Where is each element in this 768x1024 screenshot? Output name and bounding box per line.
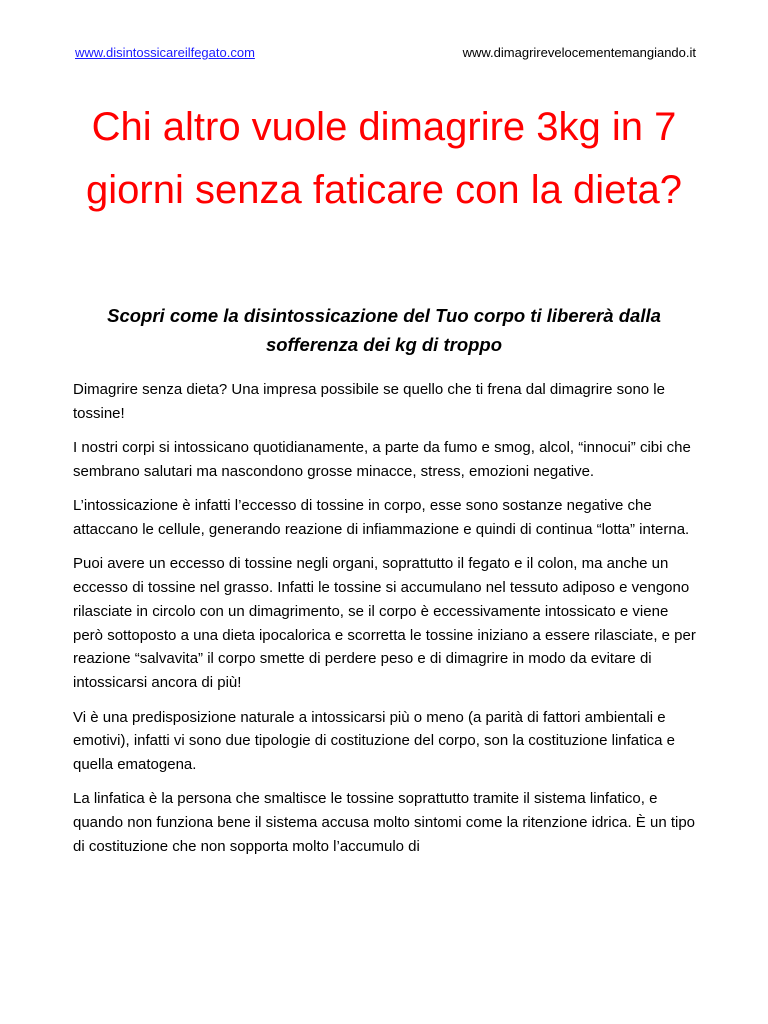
article-body: [73, 378, 698, 869]
header-website-link[interactable]: www.disintossicareilfegato.com: [75, 45, 255, 60]
page-header: [75, 45, 696, 65]
page-title: Chi altro vuole dimagrire 3kg in 7 giorni senza faticare con la dieta?: [86, 105, 682, 212]
paragraph: Puoi avere un eccesso di tossine negli organi, soprattutto il fegato e il colon, ma anche un eccesso di tossine nel grasso. Infatti le tossine si accumulano nel tessuto adiposo e vengono rilasciate in circolo con un dimagrimento, se il corpo è eccessivamente intossicato e viene però sottoposto a una dieta ipocalorica e scorretta le tossine iniziano a essere rilasciate, e per reazione “salvavita” il corpo smette di perdere peso e di dimagrire in modo da evitare di intossicarsi ancora di più!: [73, 555, 696, 692]
paragraph: La linfatica è la persona che smaltisce le tossine soprattutto tramite il sistema linfatico, e quando non funziona bene il sistema accusa molto sintomi come la ritenzione idrica. È un tipo di costituzione che non sopporta molto l’accumulo di: [73, 790, 696, 856]
paragraph: Dimagrire senza dieta? Una impresa possibile se quello che ti frena dal dimagrire sono le tossine!: [73, 381, 665, 422]
page-subtitle: Scopri come la disintossicazione del Tuo corpo ti libererà dalla sofferenza dei kg di troppo: [107, 305, 661, 355]
paragraph: L’intossicazione è infatti l’eccesso di tossine in corpo, esse sono sostanze negative che attaccano le cellule, generando reazione di infiammazione e quindi di continua “lotta” interna.: [73, 497, 690, 538]
paragraph: Vi è una predisposizione naturale a intossicarsi più o meno (a parità di fattori ambientali e emotivi), infatti vi sono due tipologie di costituzione del corpo, son la costituzione linfatica e quella ematogena.: [73, 708, 675, 774]
header-website-text: www.dimagrirevelocementemangiando.it: [462, 45, 696, 60]
paragraph: I nostri corpi si intossicano quotidianamente, a parte da fumo e smog, alcol, “innocui” cibi che sembrano salutari ma nascondono grosse minacce, stress, emozioni negative.: [73, 439, 691, 480]
